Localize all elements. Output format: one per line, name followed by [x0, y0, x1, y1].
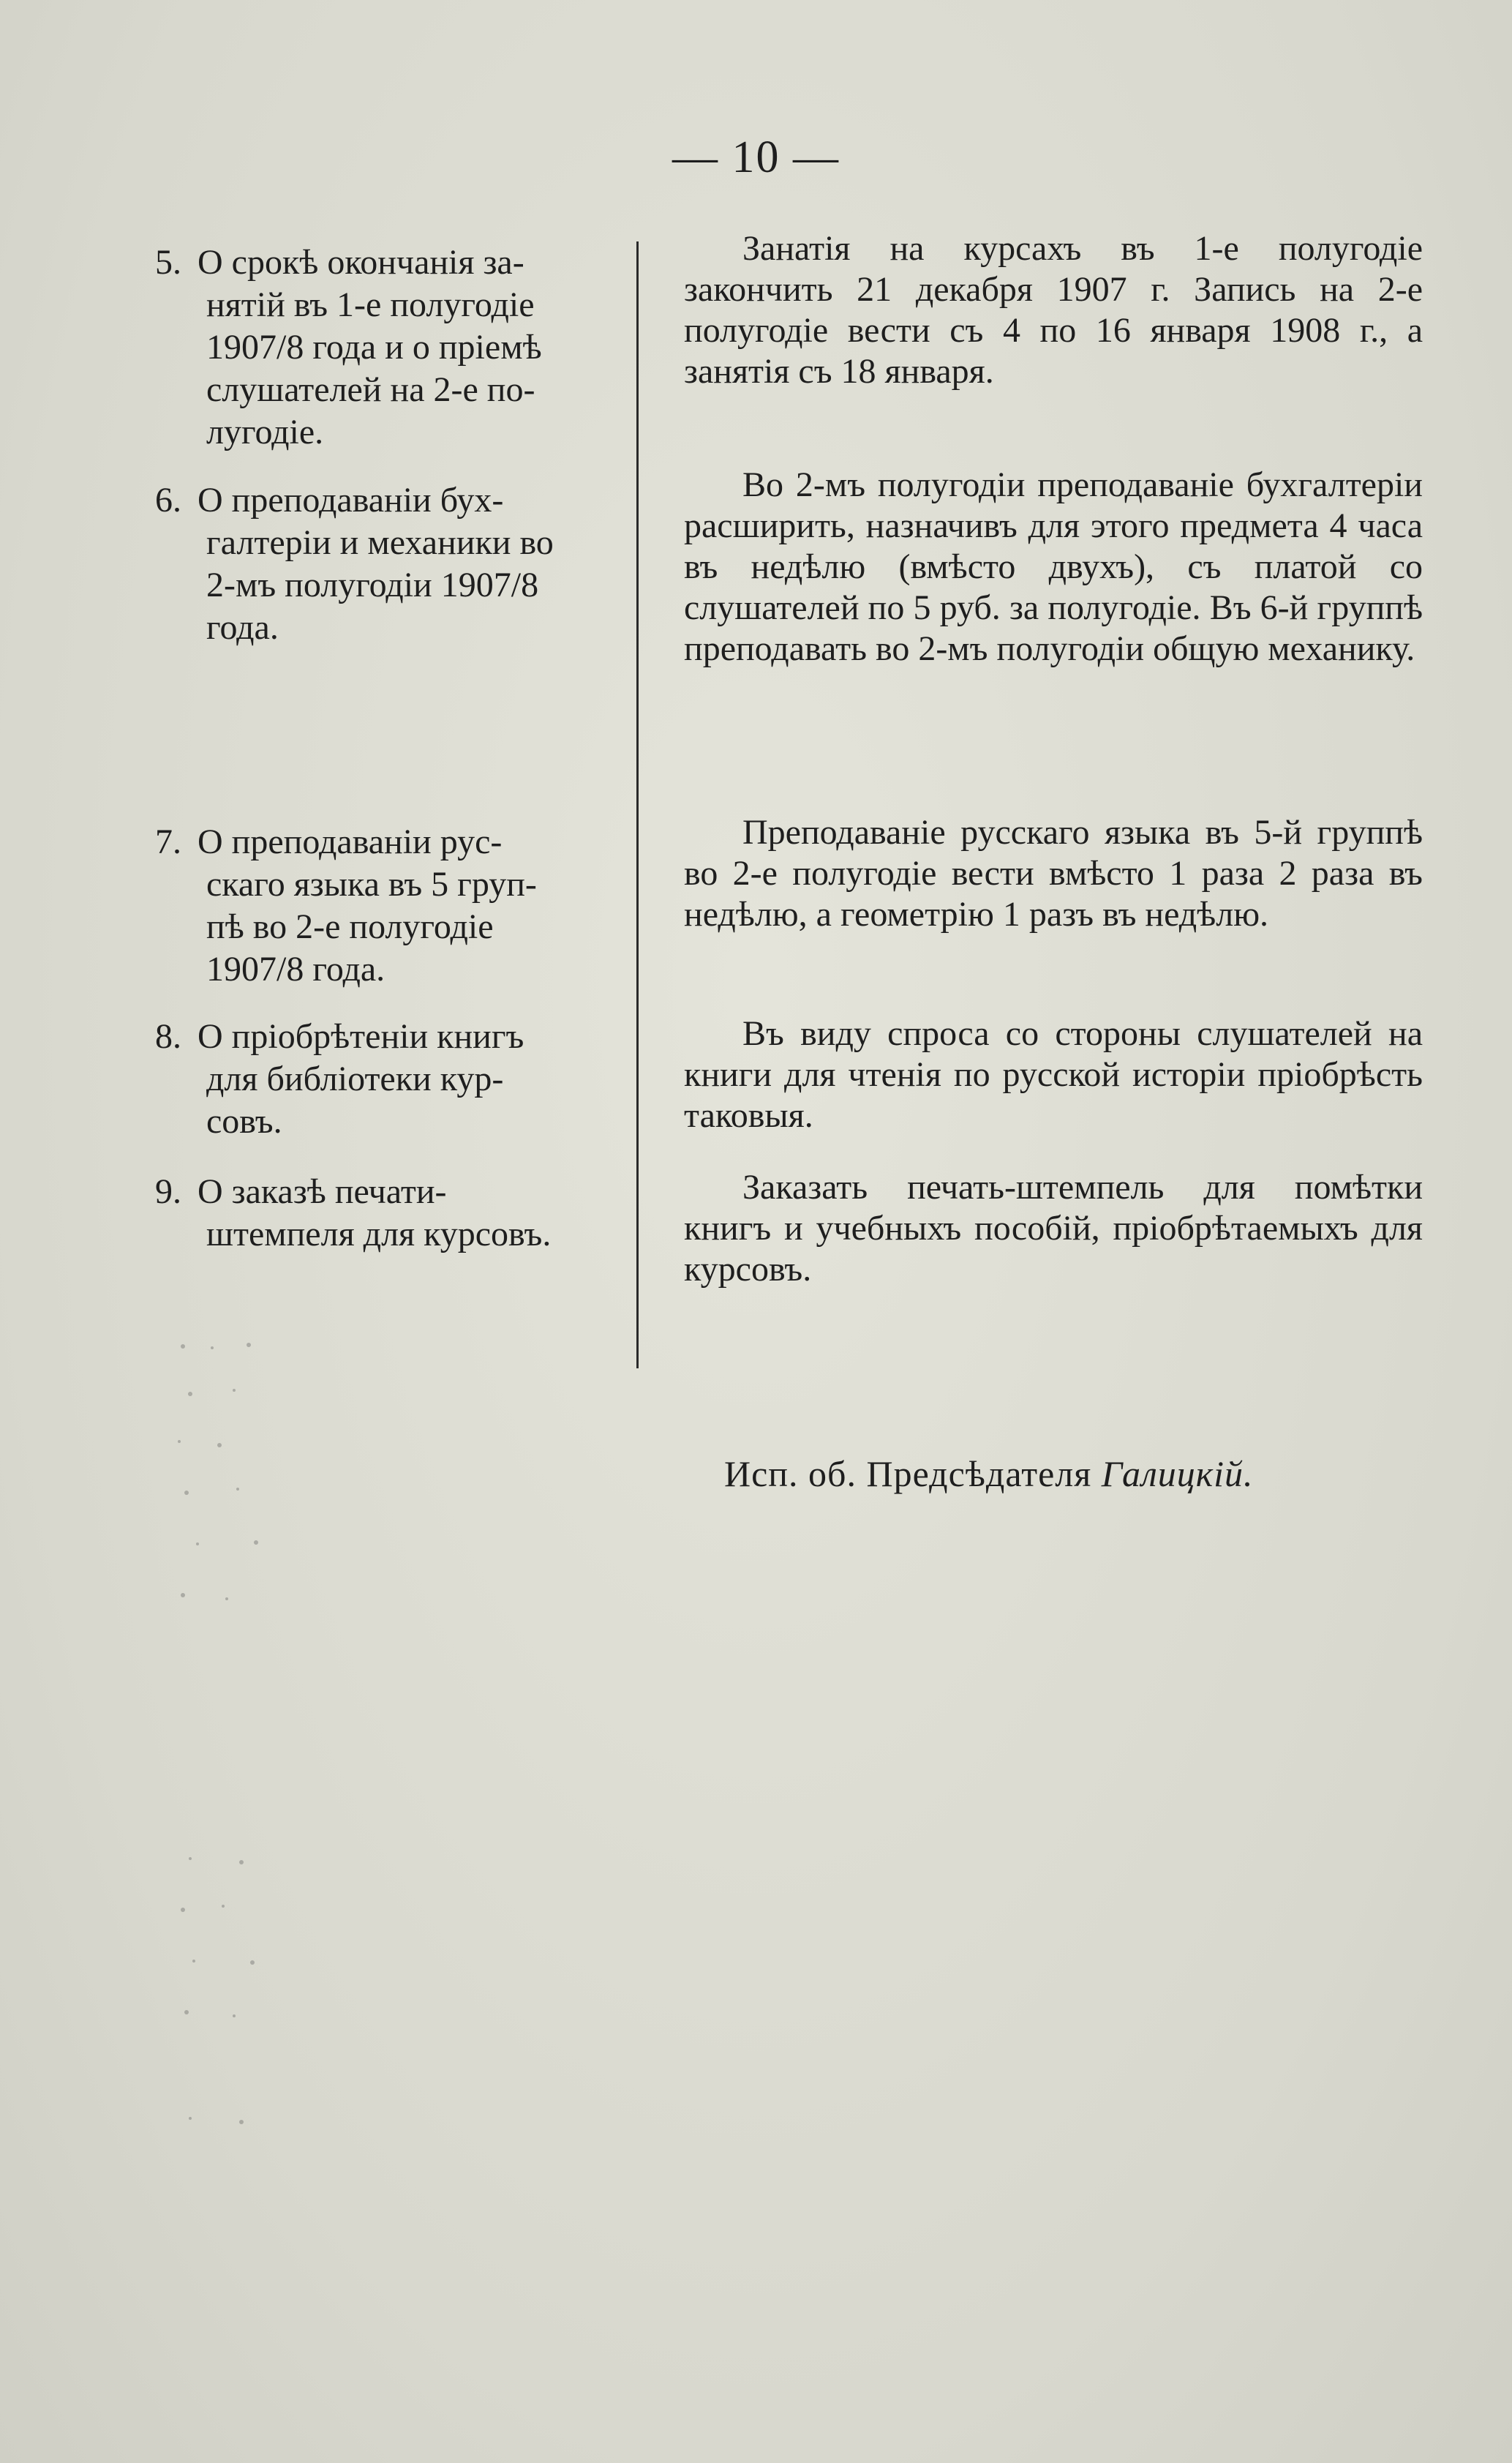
topic-line: штемпеля для курсовъ. — [206, 1215, 552, 1253]
item-number: 7. — [155, 822, 181, 861]
topic-line: нятій въ 1-е полугодіе — [206, 285, 535, 324]
topic-line: О пріобрѣтеніи книгъ — [198, 1017, 524, 1056]
topic-line: для библіотеки кур- — [206, 1060, 504, 1098]
item-number: 6. — [155, 481, 181, 520]
topic-line: О заказѣ печати- — [198, 1172, 447, 1211]
agenda-item-decision — [684, 465, 1423, 670]
agenda-item-topic — [155, 1171, 601, 1256]
agenda-item-decision — [684, 228, 1423, 392]
agenda-item-topic — [155, 821, 601, 991]
topic-line: О преподаваніи бух- — [198, 481, 504, 520]
decision-text: Заказать печать-штемпель для помѣтки книгъ и учебныхъ пособій, пріобрѣтаемыхъ для курсовъ. — [684, 1168, 1423, 1289]
agenda-item-topic — [155, 1016, 601, 1143]
signature-line — [724, 1452, 1254, 1495]
signature-name: Галицкій. — [1101, 1453, 1254, 1494]
decision-text: Преподаваніе русскаго языка въ 5-й группѣ во 2-е полугодіе вести вмѣсто 1 раза 2 раза въ недѣлю, а геометрію 1 разъ въ недѣлю. — [684, 813, 1423, 934]
agenda-item-decision — [684, 812, 1423, 935]
agenda-item-decision — [684, 1167, 1423, 1290]
topic-line: 1907/8 года и о пріемѣ — [206, 328, 542, 367]
bleed-through-marks — [168, 1332, 388, 2210]
topic-line: галтеріи и механики во — [206, 523, 554, 562]
signature-title: Исп. об. Предсѣдателя — [724, 1453, 1092, 1494]
topic-line: пѣ во 2-е полугодіе — [206, 907, 494, 946]
agenda-item-decision — [684, 1013, 1423, 1136]
topic-line: О преподаваніи рус- — [198, 822, 503, 861]
column-divider — [636, 241, 639, 1368]
item-number: 9. — [155, 1172, 181, 1211]
agenda-item-topic — [155, 241, 601, 454]
topic-line: совъ. — [206, 1102, 282, 1141]
topic-line: года. — [206, 608, 279, 647]
topic-line: слушателей на 2-е по- — [206, 370, 535, 409]
topic-line: лугодіе. — [206, 413, 324, 451]
decision-text: Занатія на курсахъ въ 1-е полугодіе закончить 21 декабря 1907 г. Запись на 2-е полугодіе вести съ 4 по 16 января 1908 г., а занятія съ 18 января. — [684, 229, 1423, 391]
item-number: 5. — [155, 243, 181, 282]
topic-line: 2-мъ полугодіи 1907/8 — [206, 566, 539, 604]
item-number: 8. — [155, 1017, 181, 1056]
topic-line: О срокѣ окончанія за- — [198, 243, 524, 282]
decision-text: Въ виду спроса со стороны слушателей на книги для чтенія по русской исторіи пріобрѣсть таковыя. — [684, 1014, 1423, 1135]
page-number: — 10 — — [672, 132, 840, 182]
agenda-item-topic — [155, 479, 601, 649]
decision-text: Во 2-мъ полугодіи преподаваніе бухгалтеріи расширить, назначивъ для этого предмета 4 часа въ недѣлю (вмѣсто двухъ), съ платой со слушателей по 5 руб. за полугодіе. Въ 6-й группѣ преподавать во 2-мъ полугодіи общую механику. — [684, 465, 1423, 668]
topic-line: скаго языка въ 5 груп- — [206, 865, 537, 904]
topic-line: 1907/8 года. — [206, 950, 385, 989]
